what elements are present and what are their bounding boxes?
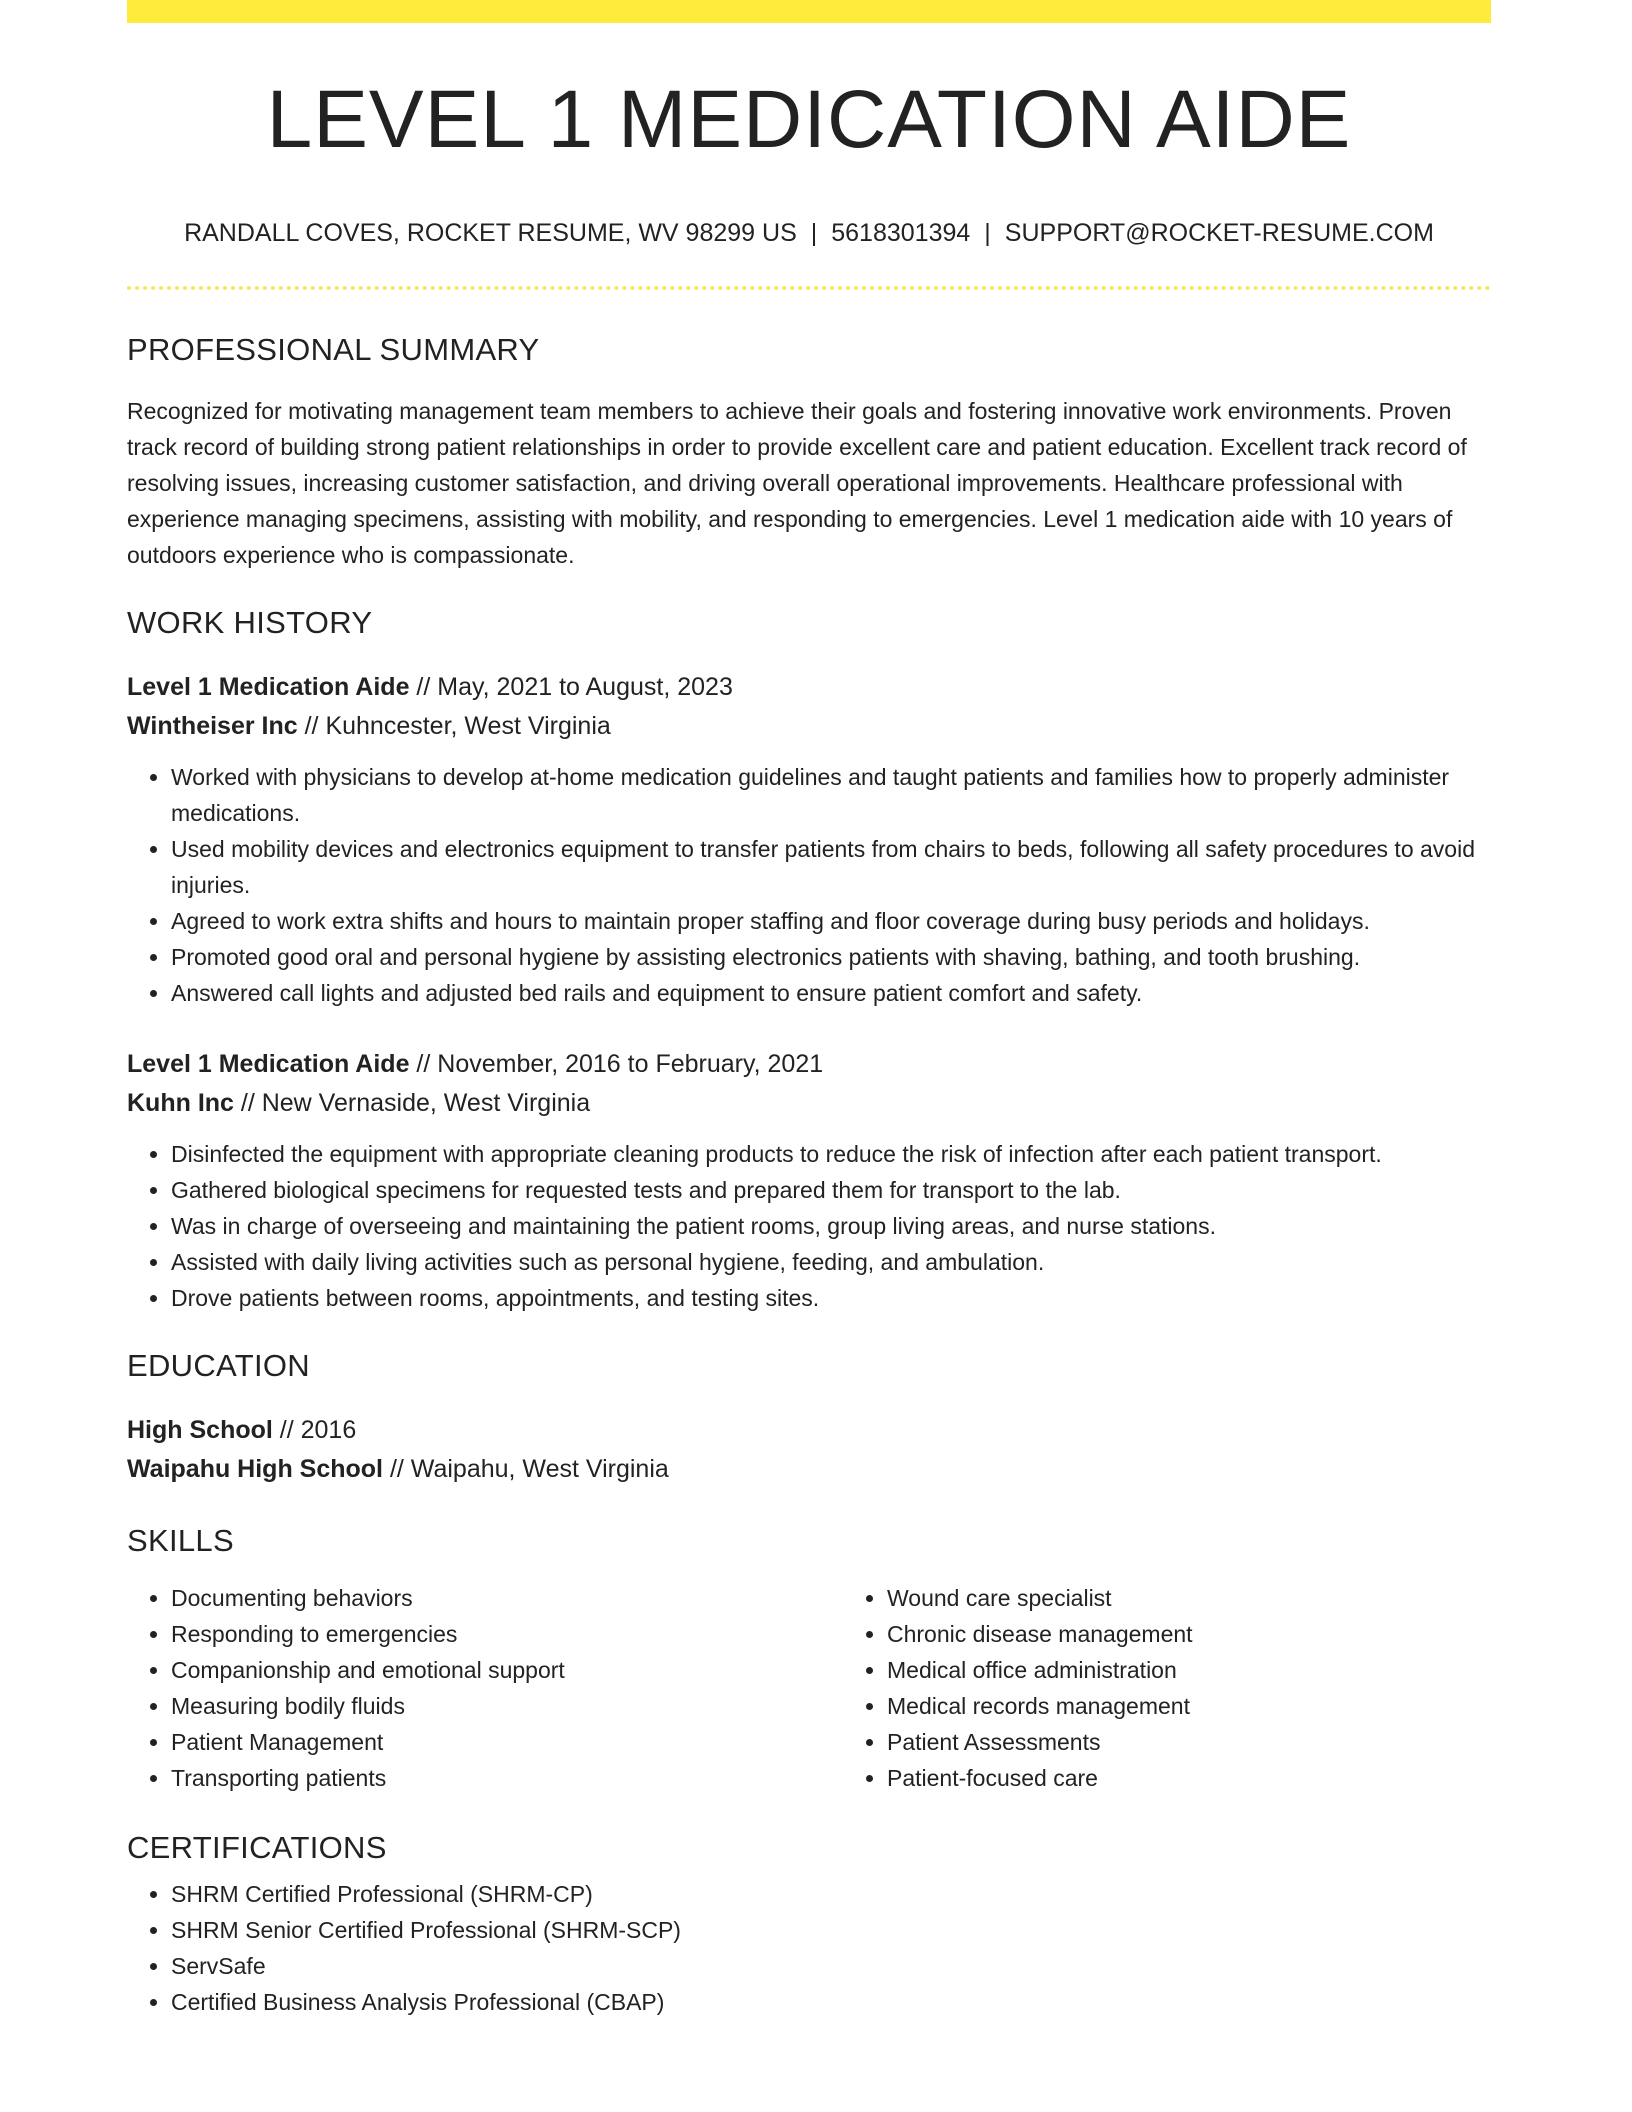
list-item: • Disinfected the equipment with appropriate cleaning products to reduce the risk of infection after each patient transport. <box>171 1136 1491 1172</box>
job-role: Level 1 Medication Aide <box>127 1050 410 1078</box>
list-item: • Used mobility devices and electronics equipment to transfer patients from chairs to beds, following all safety procedures to avoid injuries. <box>171 831 1491 903</box>
list-item: • Measuring bodily fluids <box>171 1688 843 1724</box>
list-item: • ServSafe <box>171 1948 1491 1984</box>
list-item: • Answered call lights and adjusted bed rails and equipment to ensure patient comfort and safety. <box>171 975 1491 1011</box>
work-history-section <box>127 607 1491 1316</box>
job-location: // New Vernaside, West Virginia <box>233 1089 591 1117</box>
list-item: • Companionship and emotional support <box>171 1652 843 1688</box>
certifications-list <box>127 1876 1491 2020</box>
section-title-certifications: CERTIFICATIONS <box>127 1830 387 1865</box>
job-company-line <box>127 1084 1491 1123</box>
list-item: • Was in charge of overseeing and maintaining the patient rooms, group living areas, and nurse stations. <box>171 1208 1491 1244</box>
certifications-section <box>127 1832 1491 2020</box>
summary-text: Recognized for motivating management team members to achieve their goals and fostering innovative work environments. Proven track record of building strong patient relationships in order to provide excellent care and patient education. Excellent track record of resolving issues, increasing customer satisfaction, and driving overall operational improvements. Healthcare professional with experience managing specimens, assisting with mobility, and responding to emergencies. Level 1 medication aide with 10 years of outdoors experience who is compassionate. <box>127 398 1467 568</box>
list-item: • Documenting behaviors <box>171 1580 843 1616</box>
education-year: // 2016 <box>272 1416 357 1444</box>
list-item: • Promoted good oral and personal hygiene by assisting electronics patients with shaving, bathing, and tooth brushing. <box>171 939 1491 975</box>
contact-line <box>127 221 1491 246</box>
job-entry <box>127 1045 1491 1316</box>
accent-bar <box>127 0 1491 23</box>
section-title-education: EDUCATION <box>127 1348 310 1383</box>
list-item: • Assisted with daily living activities such as personal hygiene, feeding, and ambulation. <box>171 1244 1491 1280</box>
education-degree: High School <box>127 1416 273 1444</box>
education-entry <box>127 1411 1491 1489</box>
list-item: • Patient-focused care <box>887 1760 1535 1796</box>
contact-email: SUPPORT@ROCKET-RESUME.COM <box>1004 219 1434 247</box>
list-item: • Transporting patients <box>171 1760 843 1796</box>
section-title-summary: PROFESSIONAL SUMMARY <box>127 332 540 367</box>
list-item: • Gathered biological specimens for requested tests and prepared them for transport to the lab. <box>171 1172 1491 1208</box>
resume-page <box>127 0 1491 2020</box>
list-item: • Agreed to work extra shifts and hours to maintain proper staffing and floor coverage during busy periods and holidays. <box>171 903 1491 939</box>
list-item: • Chronic disease management <box>887 1616 1535 1652</box>
job-company-line <box>127 707 1491 746</box>
job-entry <box>127 668 1491 1011</box>
skills-list-right <box>843 1580 1535 1796</box>
contact-address: RANDALL COVES, ROCKET RESUME, WV 98299 US <box>184 219 797 247</box>
job-location: // Kuhncester, West Virginia <box>297 712 611 740</box>
summary-section <box>127 334 1491 573</box>
list-item: • Medical records management <box>887 1688 1535 1724</box>
job-company: Wintheiser Inc <box>127 712 298 740</box>
list-item: • Certified Business Analysis Professional (CBAP) <box>171 1984 1491 2020</box>
skills-list-left <box>127 1580 843 1796</box>
skills-section <box>127 1525 1491 1796</box>
list-item: • Worked with physicians to develop at-home medication guidelines and taught patients and families how to properly administer medications. <box>171 759 1491 831</box>
job-duties-list <box>127 759 1491 1011</box>
list-item: • Wound care specialist <box>887 1580 1535 1616</box>
dotted-divider <box>127 286 1491 290</box>
contact-separator: | <box>984 219 991 247</box>
job-company: Kuhn Inc <box>127 1089 234 1117</box>
education-location: // Waipahu, West Virginia <box>383 1455 669 1483</box>
job-duties-list <box>127 1136 1491 1316</box>
job-dates: // November, 2016 to February, 2021 <box>409 1050 824 1078</box>
resume-title: LEVEL 1 MEDICATION AIDE <box>266 74 1352 165</box>
list-item: • SHRM Senior Certified Professional (SHRM-SCP) <box>171 1912 1491 1948</box>
list-item: • Patient Management <box>171 1724 843 1760</box>
job-dates: // May, 2021 to August, 2023 <box>409 673 733 701</box>
job-title-line <box>127 668 1491 707</box>
skills-grid <box>127 1580 1491 1796</box>
list-item: • Medical office administration <box>887 1652 1535 1688</box>
section-title-skills: SKILLS <box>127 1523 234 1558</box>
job-title-line <box>127 1045 1491 1084</box>
list-item: • Patient Assessments <box>887 1724 1535 1760</box>
education-section <box>127 1350 1491 1489</box>
contact-separator: | <box>810 219 818 247</box>
education-degree-line <box>127 1411 1491 1450</box>
list-item: • SHRM Certified Professional (SHRM-CP) <box>171 1876 1491 1912</box>
job-role: Level 1 Medication Aide <box>127 673 410 701</box>
list-item: • Drove patients between rooms, appointments, and testing sites. <box>171 1280 1491 1316</box>
section-title-work-history: WORK HISTORY <box>127 605 373 640</box>
contact-phone: 5618301394 <box>831 219 971 247</box>
education-school-line <box>127 1450 1491 1489</box>
education-school: Waipahu High School <box>127 1455 384 1483</box>
list-item: • Responding to emergencies <box>171 1616 843 1652</box>
